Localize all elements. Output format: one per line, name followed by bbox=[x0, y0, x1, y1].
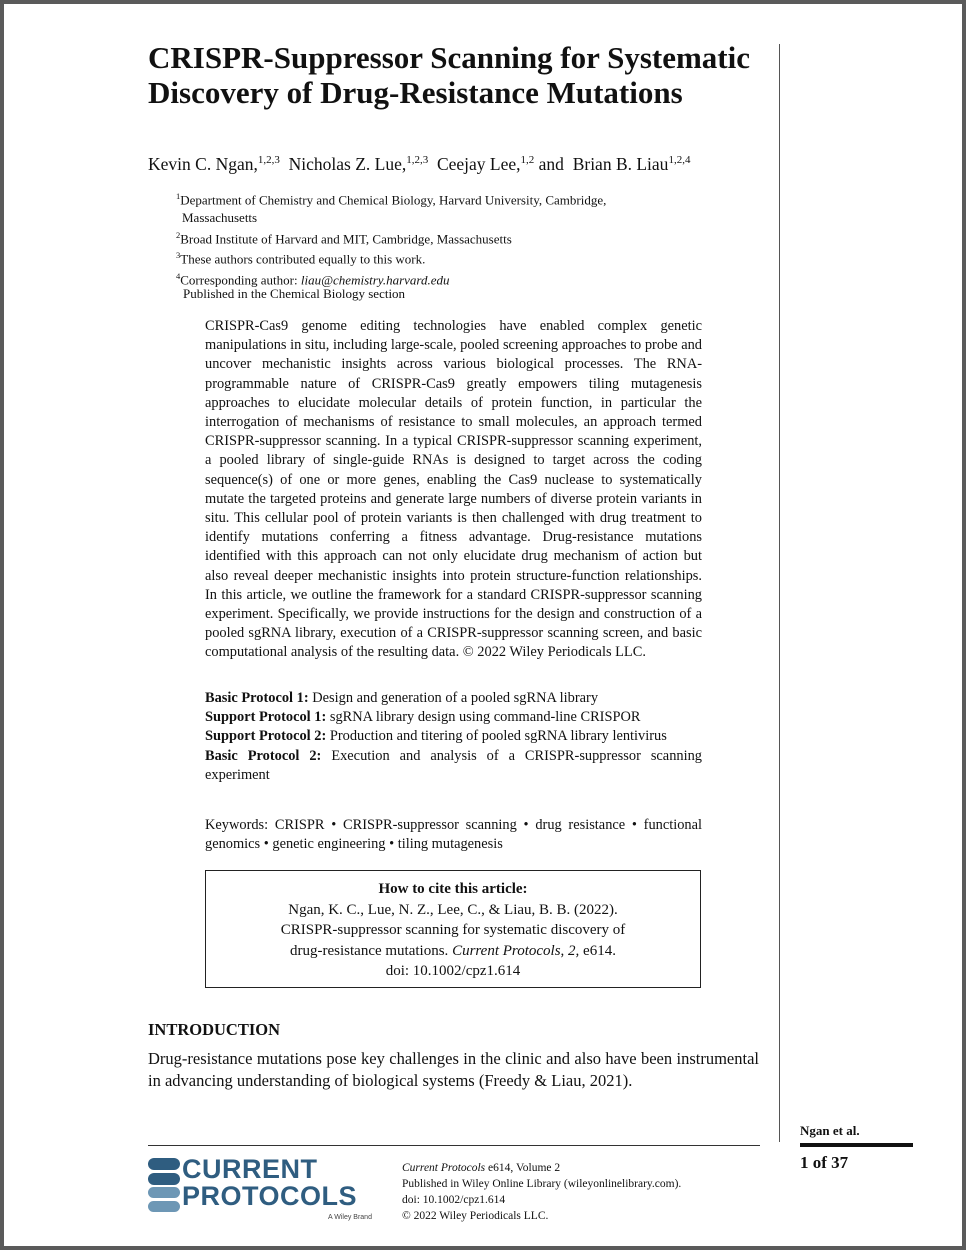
protocol-list bbox=[205, 689, 702, 785]
protocol-item: Basic Protocol 1: Design and generation of a pooled sgRNA library bbox=[205, 690, 599, 706]
current-protocols-logo bbox=[148, 1156, 378, 1226]
citation-line: drug-resistance mutations. Current Protocols, 2, e614. bbox=[290, 942, 616, 959]
affiliation: $^4$Corresponding author: liau@chemistry.harvard.edu bbox=[176, 271, 450, 288]
footer-rule bbox=[148, 1145, 760, 1146]
author-list bbox=[148, 154, 690, 175]
section-heading: INTRODUCTION bbox=[148, 1020, 281, 1039]
citation-line: CRISPR-suppressor scanning for systematic discovery of bbox=[280, 922, 626, 938]
abstract: CRISPR-Cas9 genome editing technologies have enabled complex genetic manipulations in situ, including large-scale, pooled screening approaches to probe and uncover mechanistic insights across various biological processes. The RNA-programmable nature of CRISPR-Cas9 greatly empowers tiling mutagenesis approaches to elucidate molecular details of protein function, in particular the interrogation of mechanisms of resistance to small molecules, an approach termed CRISPR-suppressor scanning. In a typical CRISPR-suppressor scanning experiment, a pooled library of single-guide RNAs is designed to target across the coding sequence(s) of one or more genes, enabling the Cas9 nuclease to systematically mutate the targeted proteins and generate large numbers of diverse protein variants in situ. This cellular pool of protein variants is then challenged with drug treatment to identify mutations conferring a fitness advantage. Drug-resistance mutations identified with this approach can not only elucidate drug mechanism of action but also reveal deeper mechanistic insights into protein structure-function relationships. In this article, we outline the framework for a standard CRISPR-suppressor scanning experiment. Specifically, we provide instructions for the design and construction of a pooled sgRNA library, execution of a CRISPR-suppressor scanning screen, and basic computational analysis of the resulting data. © 2022 Wiley Periodicals LLC. bbox=[205, 318, 702, 661]
publication-info bbox=[402, 1160, 681, 1224]
logo-tagline: A Wiley Brand bbox=[328, 1214, 372, 1221]
copyright: © 2022 Wiley Periodicals LLC. bbox=[402, 1210, 549, 1222]
citation-line: Ngan, K. C., Lue, N. Z., Lee, C., & Liau, B. B. (2022). bbox=[288, 901, 618, 918]
keywords: Keywords: CRISPR • CRISPR-suppressor scanning • drug resistance • functional genomics • genetic engineering • tiling mutagenesis bbox=[205, 817, 703, 853]
affiliation: $^2$Broad Institute of Harvard and MIT, Cambridge, Massachusetts bbox=[176, 229, 512, 246]
margin-rule bbox=[779, 44, 780, 1142]
author: Brian B. Liau$^{1,2,4}$ bbox=[572, 154, 691, 174]
affiliation: $^1$Department of Chemistry and Chemical Biology, Harvard University, Cambridge, bbox=[176, 191, 607, 208]
article-title: CRISPR-Suppressor Scanning for Systematic Discovery of Drug-Resistance Mutations bbox=[148, 40, 750, 110]
citation-box bbox=[205, 870, 701, 988]
page-number: 1 of 37 bbox=[800, 1153, 849, 1172]
published-line: Published in Wiley Online Library (wileyonlinelibrary.com). bbox=[402, 1178, 682, 1190]
section-note: Published in the Chemical Biology section bbox=[183, 286, 406, 301]
article-page bbox=[4, 4, 962, 1246]
corresponding-email[interactable]: liau@chemistry.harvard.edu bbox=[300, 272, 450, 288]
running-head: Ngan et al. bbox=[800, 1123, 860, 1138]
affiliations bbox=[176, 188, 676, 289]
running-head-rule bbox=[800, 1143, 913, 1147]
footer-doi[interactable]: doi: 10.1002/cpz1.614 bbox=[402, 1194, 506, 1206]
logo-wordmark: CURRENT PROTOCOLS bbox=[182, 1154, 358, 1211]
author-conjunction: and bbox=[538, 154, 564, 174]
affiliation: $^3$These authors contributed equally to this work. bbox=[176, 250, 426, 267]
author: Ceejay Lee,$^{1,2}$ bbox=[436, 154, 535, 174]
citation-heading: How to cite this article: bbox=[378, 881, 528, 897]
author: Kevin C. Ngan,$^{1,2,3}$ bbox=[148, 154, 280, 174]
intro-paragraph: Drug-resistance mutations pose key challenges in the clinic and also have been instrumental in advancing understanding of biological systems (Freedy & Liau, 2021). bbox=[148, 1049, 759, 1090]
protocol-item: Basic Protocol 2: Execution and analysis of a CRISPR-suppressor scanning experiment bbox=[205, 747, 702, 783]
protocol-item: Support Protocol 2: Production and titering of pooled sgRNA library lentivirus bbox=[205, 728, 667, 745]
citation-doi[interactable]: doi: 10.1002/cpz1.614 bbox=[385, 963, 521, 979]
logo-bars-icon bbox=[148, 1158, 180, 1212]
journal-issue: Current Protocols e614, Volume 2 bbox=[402, 1162, 561, 1174]
affiliation-continued: Massachusetts bbox=[182, 209, 258, 225]
author: Nicholas Z. Lue,$^{1,2,3}$ bbox=[288, 154, 429, 174]
protocol-item: Support Protocol 1: sgRNA library design using command-line CRISPOR bbox=[205, 709, 641, 726]
